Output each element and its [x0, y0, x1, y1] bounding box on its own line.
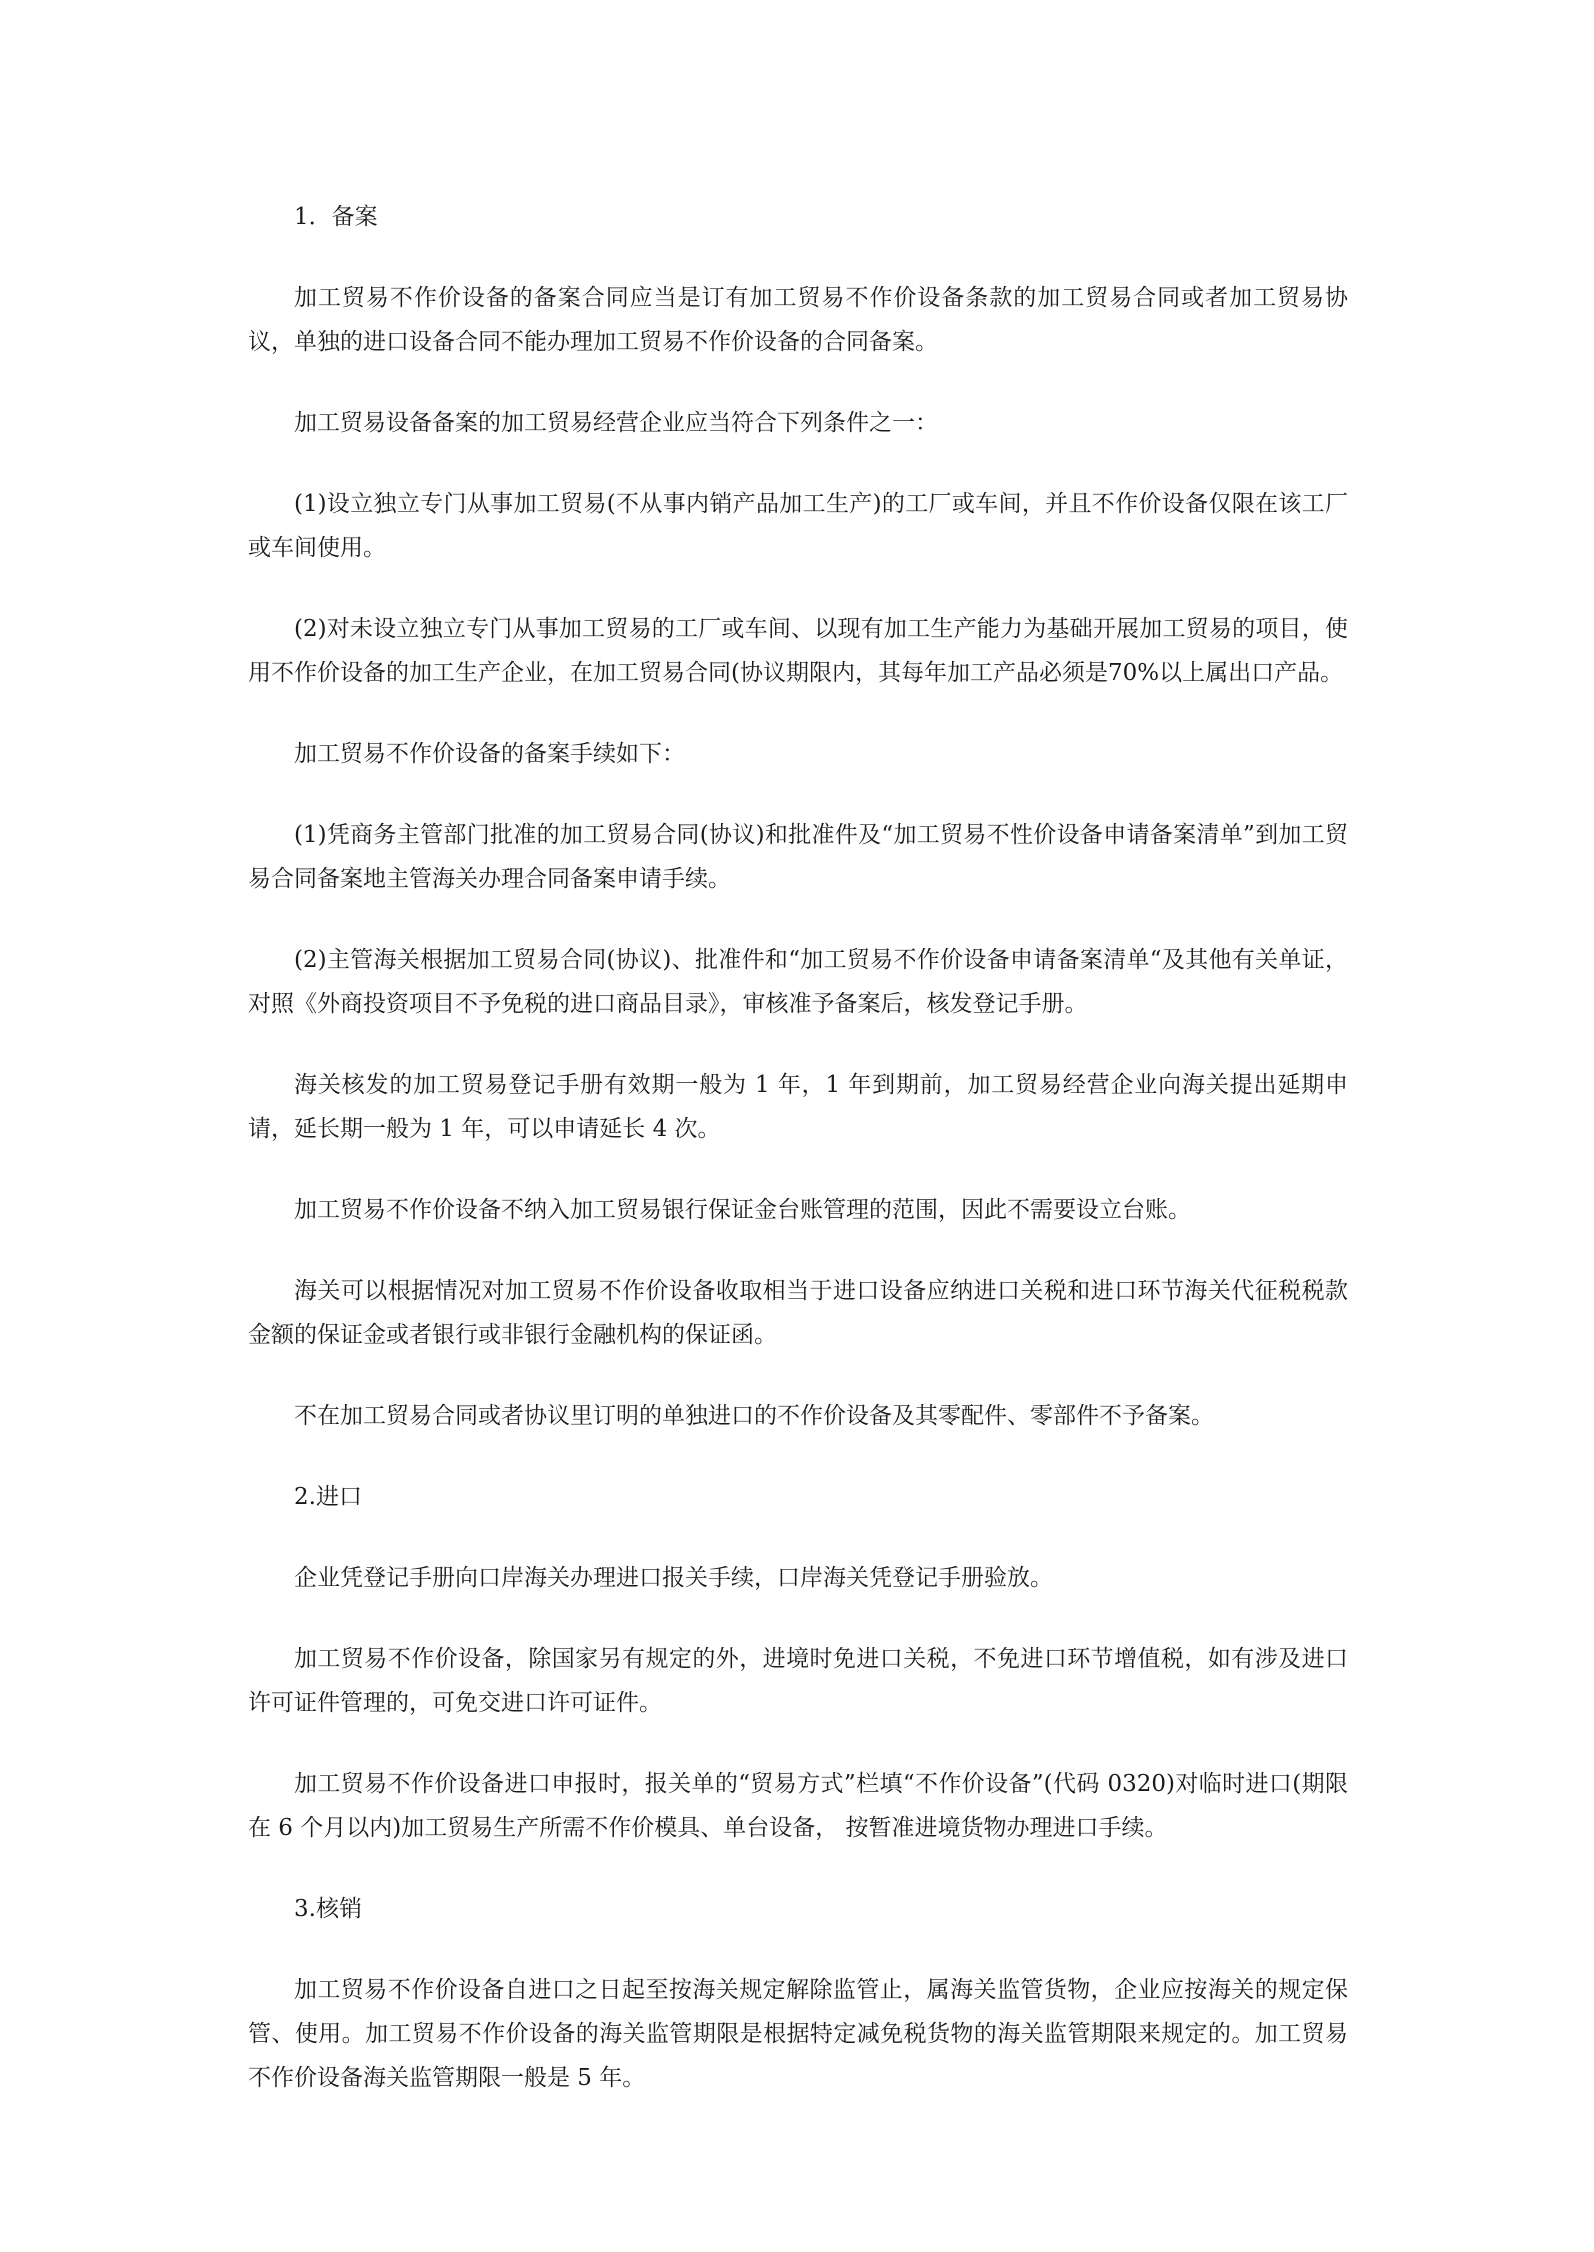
paragraph: 加工贸易不作价设备，除国家另有规定的外，进境时免进口关税，不免进口环节增值税，如有涉及进口许可证件管理的，可免交进口许可证件。 — [248, 1646, 1348, 1716]
paragraph: 企业凭登记手册向口岸海关办理进口报关手续，口岸海关凭登记手册验放。 — [294, 1565, 1053, 1591]
paragraph: (2)主管海关根据加工贸易合同(协议)、批准件和“加工贸易不作价设备申请备案清单“及其他有关单证，对照《外商投资项目不予免税的进口商品目录》，审核准予备案后，核发登记手册。 — [248, 947, 1348, 1017]
paragraph: 海关可以根据情况对加工贸易不作价设备收取相当于进口设备应纳进口关税和进口环节海关代征税税款金额的保证金或者银行或非银行金融机构的保证函。 — [248, 1278, 1348, 1348]
section-heading-verification: 3.核销 — [294, 1896, 362, 1922]
paragraph: 加工贸易不作价设备不纳入加工贸易银行保证金台账管理的范围，因此不需要设立台账。 — [294, 1197, 1191, 1223]
section-heading-filing: 1．备案 — [294, 204, 378, 230]
paragraph: (1)凭商务主管部门批准的加工贸易合同(协议)和批准件及“加工贸易不性价设备申请备案清单”到加工贸易合同备案地主管海关办理合同备案申请手续。 — [248, 822, 1348, 892]
document-body — [248, 195, 1348, 2137]
paragraph: (2)对未设立独立专门从事加工贸易的工厂或车间、以现有加工生产能力为基础开展加工贸易的项目，使用不作价设备的加工生产企业，在加工贸易合同(协议期限内，其每年加工产品必须是70%以上属出口产品。 — [248, 616, 1348, 686]
paragraph: (1)设立独立专门从事加工贸易(不从事内销产品加工生产)的工厂或车间，并且不作价设备仅限在该工厂或车间使用。 — [248, 491, 1348, 561]
paragraph: 海关核发的加工贸易登记手册有效期一般为 1 年，1 年到期前，加工贸易经营企业向海关提出延期申请，延长期一般为 1 年，可以申请延长 4 次。 — [248, 1072, 1348, 1142]
paragraph: 加工贸易设备备案的加工贸易经营企业应当符合下列条件之一： — [294, 410, 938, 436]
paragraph: 加工贸易不作价设备的备案合同应当是订有加工贸易不作价设备条款的加工贸易合同或者加工贸易协议，单独的进口设备合同不能办理加工贸易不作价设备的合同备案。 — [248, 285, 1348, 355]
paragraph: 加工贸易不作价设备进口申报时，报关单的“贸易方式”栏填“不作价设备”(代码 0320)对临时进口(期限在 6 个月以内)加工贸易生产所需不作价模具、单台设备， 按暂准进境货物办理进口手续。 — [248, 1771, 1348, 1841]
paragraph: 加工贸易不作价设备自进口之日起至按海关规定解除监管止，属海关监管货物，企业应按海关的规定保管、使用。加工贸易不作价设备的海关监管期限是根据特定减免税货物的海关监管期限来规定的。加工贸易不作价设备海关监管期限一般是 5 年。 — [248, 1977, 1348, 2091]
paragraph: 加工贸易不作价设备的备案手续如下： — [294, 741, 685, 767]
paragraph: 不在加工贸易合同或者协议里订明的单独进口的不作价设备及其零配件、零部件不予备案。 — [294, 1403, 1214, 1429]
section-heading-import: 2.进口 — [294, 1484, 362, 1510]
